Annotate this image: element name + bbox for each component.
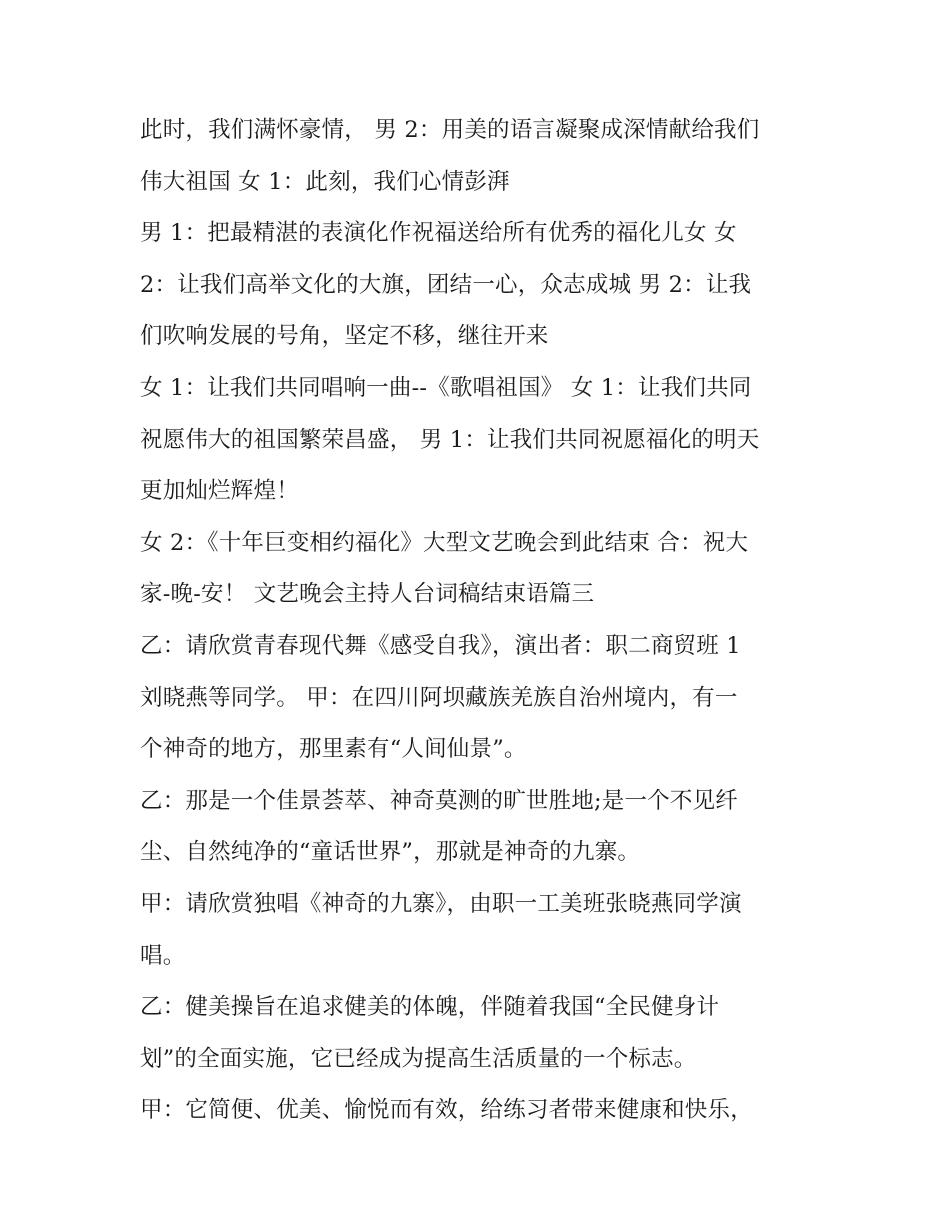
- text-line: 个神奇的地方，那里素有“人间仙景”。: [140, 736, 527, 763]
- document-body: [140, 105, 820, 1137]
- text-line: 唱。: [140, 942, 186, 969]
- text-line: 更加灿烂辉煌！: [140, 478, 299, 505]
- text-line: 2：让我们高举文化的大旗，团结一心，众志成城 男 2：让我: [140, 271, 752, 298]
- text-line: 男 1：把最精湛的表演化作祝福送给所有优秀的福化儿女 女: [140, 220, 737, 247]
- text-line: 女 1：让我们共同唱响一曲--《歌唱祖国》 女 1：让我们共同: [140, 374, 752, 401]
- text-line: 乙：那是一个佳景荟萃、神奇莫测的旷世胜地;是一个不见纤: [140, 787, 738, 814]
- text-line: 甲：它简便、优美、愉悦而有效，给练习者带来健康和快乐，: [140, 1097, 753, 1124]
- text-line: 伟大祖国 女 1：此刻，我们心情彭湃: [140, 168, 510, 195]
- text-line: 尘、自然纯净的“童话世界”，那就是神奇的九寨。: [140, 839, 641, 866]
- text-line: 刘晓燕等同学。 甲：在四川阿坝藏族羌族自治州境内，有一: [140, 684, 738, 711]
- text-line: 祝愿伟大的祖国繁荣昌盛， 男 1：让我们共同祝愿福化的明天: [140, 426, 760, 453]
- text-line: 家-晚-安！ 文艺晚会主持人台词稿结束语篇三: [140, 581, 595, 608]
- text-line: 此时，我们满怀豪情， 男 2：用美的语言凝聚成深情献给我们: [140, 117, 760, 143]
- text-line: 乙：请欣赏青春现代舞《感受自我》，演出者：职二商贸班 1: [140, 632, 741, 659]
- text-line: 划”的全面实施，它已经成为提高生活质量的一个标志。: [140, 1045, 697, 1072]
- text-line: 乙：健美操旨在追求健美的体魄，伴随着我国“全民健身计: [140, 994, 720, 1021]
- text-line: 甲：请欣赏独唱《神奇的九寨》，由职一工美班张晓燕同学演: [140, 890, 742, 917]
- text-line: 们吹响发展的号角，坚定不移，继往开来: [140, 323, 549, 350]
- text-line: 女 2：《十年巨变相约福化》大型文艺晚会到此结束 合：祝大: [140, 529, 749, 556]
